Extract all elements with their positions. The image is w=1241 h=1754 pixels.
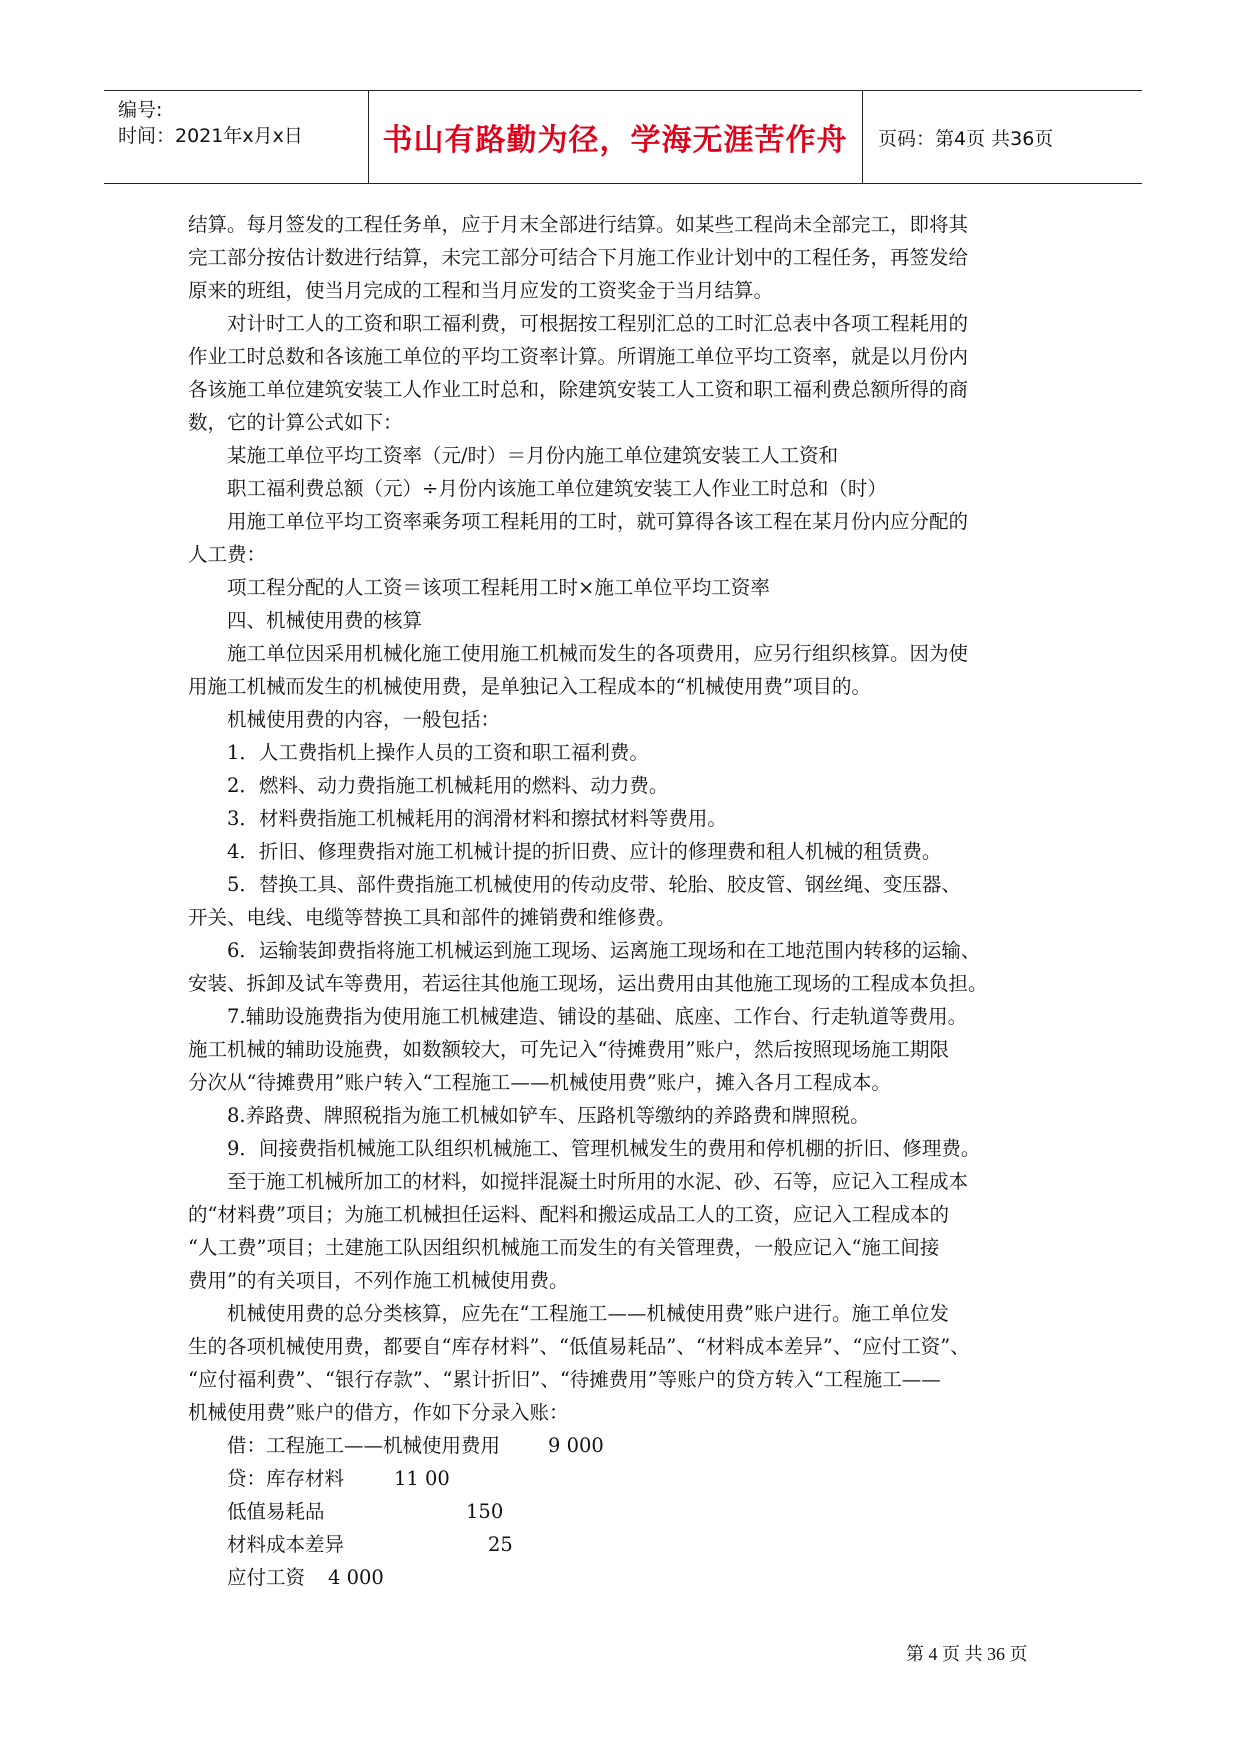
- list-item: 1．人工费指机上操作人员的工资和职工福利费。: [227, 741, 649, 764]
- journal-entry-row: [188, 1429, 1058, 1462]
- paragraph-start: 机械使用费的总分类核算，应先在“工程施工——机械使用费”账户进行。施工单位发: [227, 1302, 949, 1325]
- formula-line: 某施工单位平均工资率（元/时）＝月份内施工单位建筑安装工人工资和: [227, 444, 839, 467]
- paragraph-start: 用施工单位平均工资率乘务项工程耗用的工时，就可算得各该工程在某月份内应分配的: [227, 510, 969, 533]
- text-line: 完工部分按估计数进行结算，未完工部分可结合下月施工作业计划中的工程任务，再签发给: [188, 246, 969, 269]
- text-line: “应付福利费”、“银行存款”、“累计折旧”、“待摊费用”等账户的贷方转入“工程施工——: [188, 1368, 941, 1391]
- list-item: 6．运输装卸费指将施工机械运到施工现场、运离施工现场和在工地范围内转移的运输、: [227, 939, 981, 962]
- journal-entry-row: [188, 1462, 1058, 1495]
- paragraph-start: 机械使用费的内容，一般包括：: [227, 708, 501, 731]
- page-footer: 第 4 页 共 36 页: [906, 1644, 1028, 1664]
- entry-amount: 4 000: [328, 1566, 384, 1589]
- text-line: 生的各项机械使用费，都要自“库存材料”、“低值易耗品”、“材料成本差异”、“应付工资”、: [188, 1335, 970, 1358]
- paragraph-start: 至于施工机械所加工的材料，如搅拌混凝土时所用的水泥、砂、石等，应记入工程成本: [227, 1170, 969, 1193]
- text-line: 的“材料费”项目；为施工机械担任运料、配料和搬运成品工人的工资，应记入工程成本的: [188, 1203, 949, 1226]
- entry-label: 贷：库存材料: [227, 1467, 345, 1490]
- page-number-label: 页码：第4页 共36页: [878, 127, 1054, 150]
- journal-entry-row: [188, 1561, 1058, 1594]
- list-item: 3．材料费指施工机械耗用的润滑材料和擦拭材料等费用。: [227, 807, 727, 830]
- entry-amount: 25: [488, 1533, 513, 1556]
- text-line: 作业工时总数和各该施工单位的平均工资率计算。所谓施工单位平均工资率，就是以月份内: [188, 345, 969, 368]
- entry-label: 借：工程施工——机械使用费用: [227, 1434, 501, 1457]
- header-page-cell: [864, 91, 1142, 183]
- list-item: 9．间接费指机械施工队组织机械施工、管理机械发生的费用和停机棚的折旧、修理费。: [227, 1137, 981, 1160]
- entry-label: 应付工资: [227, 1566, 306, 1589]
- text-line: 人工费：: [188, 543, 267, 566]
- paragraph-start: 施工单位因采用机械化施工使用施工机械而发生的各项费用，应另行组织核算。因为使: [227, 642, 969, 665]
- motto-text: 书山有路勤为径，学海无涯苦作舟: [382, 123, 848, 158]
- journal-entry-row: [188, 1528, 1058, 1561]
- text-line: 结算。每月签发的工程任务单，应于月末全部进行结算。如某些工程尚未全部完工，即将其: [188, 213, 969, 236]
- section-heading: 四、机械使用费的核算: [227, 609, 423, 632]
- entry-amount: 11 00: [394, 1467, 450, 1490]
- entry-label: 材料成本差异: [227, 1533, 345, 1556]
- journal-entry-row: [188, 1495, 1058, 1528]
- document-number-label: 编号:: [118, 99, 163, 121]
- text-line: 费用”的有关项目，不列作施工机械使用费。: [188, 1269, 569, 1292]
- list-item: 7.辅助设施费指为使用施工机械建造、铺设的基础、底座、工作台、行走轨道等费用。: [227, 1005, 968, 1028]
- entry-label: 低值易耗品: [227, 1500, 325, 1523]
- text-line: 原来的班组，使当月完成的工程和当月应发的工资奖金于当月结算。: [188, 279, 774, 302]
- text-line: 各该施工单位建筑安装工人作业工时总和，除建筑安装工人工资和职工福利费总额所得的商: [188, 378, 969, 401]
- text-line: 机械使用费”账户的借方，作如下分录入账：: [188, 1401, 569, 1424]
- list-item: 8.养路费、牌照税指为施工机械如铲车、压路机等缴纳的养路费和牌照税。: [227, 1104, 870, 1127]
- formula-line: 职工福利费总额（元）÷月份内该施工单位建筑安装工人作业工时总和（时）: [227, 477, 887, 500]
- entry-amount: 150: [466, 1500, 504, 1523]
- text-line: 安装、拆卸及试车等费用，若运往其他施工现场，运出费用由其他施工现场的工程成本负担。: [188, 972, 988, 995]
- document-time-label: 时间：2021年x月x日: [118, 125, 303, 147]
- list-item: 4．折旧、修理费指对施工机械计提的折旧费、应计的修理费和租人机械的租赁费。: [227, 840, 942, 863]
- text-line: 施工机械的辅助设施费，如数额较大，可先记入“待摊费用”账户，然后按照现场施工期限: [188, 1038, 949, 1061]
- header-motto-cell: [368, 91, 863, 183]
- text-line: 数，它的计算公式如下：: [188, 411, 403, 434]
- text-line: 分次从“待摊费用”账户转入“工程施工——机械使用费”账户，摊入各月工程成本。: [188, 1071, 891, 1094]
- text-line: 开关、电线、电缆等替换工具和部件的摊销费和维修费。: [188, 906, 676, 929]
- list-item: 2．燃料、动力费指施工机械耗用的燃料、动力费。: [227, 774, 669, 797]
- header-table: [104, 90, 1142, 184]
- paragraph-start: 对计时工人的工资和职工福利费，可根据按工程别汇总的工时汇总表中各项工程耗用的: [227, 312, 969, 335]
- document-body: [188, 208, 1058, 1594]
- text-line: 用施工机械而发生的机械使用费，是单独记入工程成本的“机械使用费”项目的。: [188, 675, 871, 698]
- formula-line: 项工程分配的人工资＝该项工程耗用工时×施工单位平均工资率: [227, 576, 770, 599]
- text-line: “人工费”项目；土建施工队因组织机械施工而发生的有关管理费，一般应记入“施工间接: [188, 1236, 940, 1259]
- entry-amount: 9 000: [548, 1434, 604, 1457]
- list-item: 5．替换工具、部件费指施工机械使用的传动皮带、轮胎、胶皮管、钢丝绳、变压器、: [227, 873, 961, 896]
- header-info-cell: [104, 91, 369, 183]
